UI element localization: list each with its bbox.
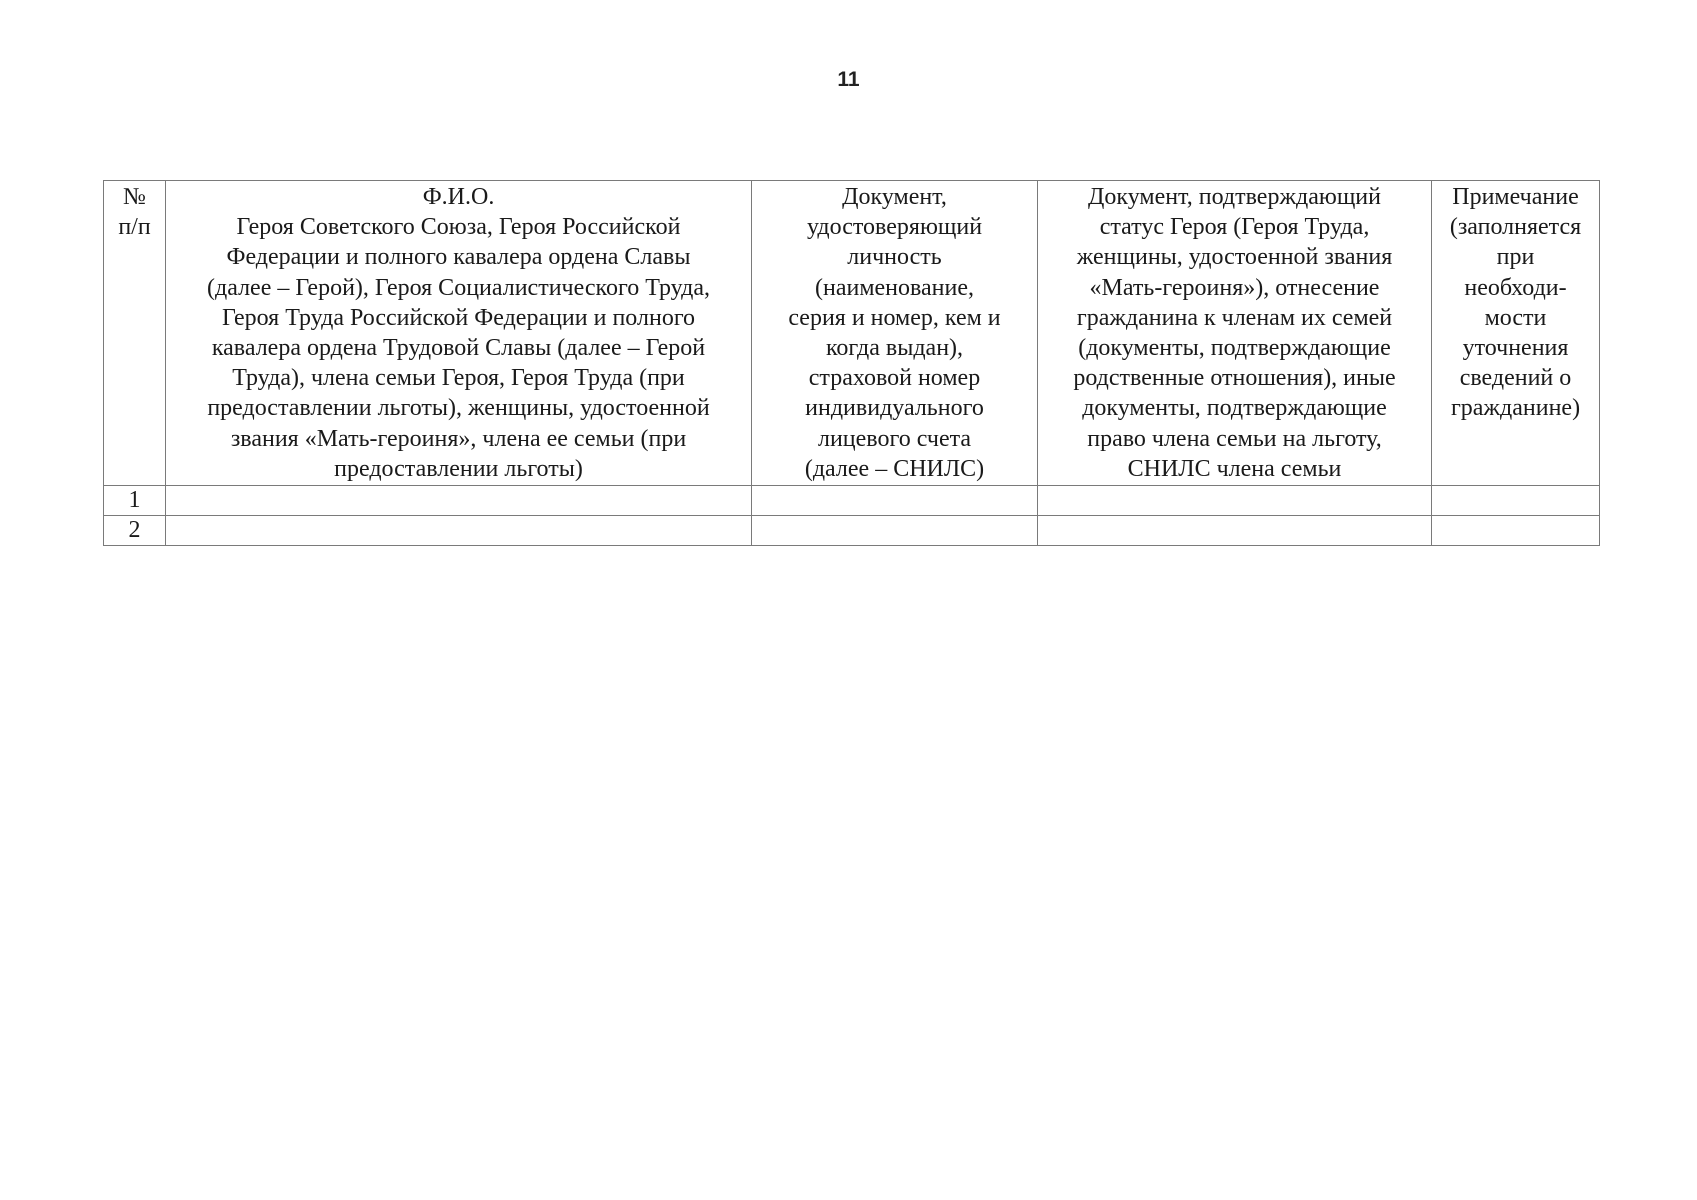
document-table (103, 180, 1600, 546)
header-status-document-label: Документ, подтверждающий статус Героя (Героя Труда, женщины, удостоенной звания «Мать-героиня»), отнесение гражданина к членам их семей (документы, подтверждающие родственные отношения), иные документы, подтверждающие право члена семьи на льготу, СНИЛС члена семьи (1073, 184, 1396, 482)
header-identity-document-label: Документ, удостоверяющий личность (наименование, серия и номер, кем и когда выдан), страховой номер индивидуального лицевого счета (далее – СНИЛС) (788, 184, 1001, 482)
note-cell (1432, 486, 1600, 516)
full-name-cell (166, 486, 752, 516)
row-number-cell: 2 (104, 516, 166, 546)
note-cell (1432, 516, 1600, 546)
header-full-name-label: Ф.И.О. Героя Советского Союза, Героя Российской Федерации и полного кавалера ордена Славы (далее – Герой), Героя Социалистического Труда, Героя Труда Российской Федерации и полного кавалера ордена Трудовой Славы (далее – Герой Труда), члена семьи Героя, Героя Труда (при предоставлении льготы), женщины, удостоенной звания «Мать-героиня», члена ее семьи (при предоставлении льготы) (207, 184, 710, 482)
identity-document-cell (752, 516, 1038, 546)
table-row (104, 486, 1600, 516)
header-note (1432, 181, 1600, 486)
header-full-name (166, 181, 752, 486)
status-document-cell (1038, 486, 1432, 516)
header-number (104, 181, 166, 486)
table-row (104, 516, 1600, 546)
header-identity-document (752, 181, 1038, 486)
status-document-cell (1038, 516, 1432, 546)
row-number-cell: 1 (104, 486, 166, 516)
identity-document-cell (752, 486, 1038, 516)
full-name-cell (166, 516, 752, 546)
header-status-document (1038, 181, 1432, 486)
page-number: 11 (837, 68, 860, 91)
header-note-label: Примечание (заполняется при необходи- мости уточнения сведений о гражданине) (1449, 184, 1582, 422)
header-number-label: № п/п (118, 184, 151, 241)
table-header-row (104, 181, 1600, 486)
